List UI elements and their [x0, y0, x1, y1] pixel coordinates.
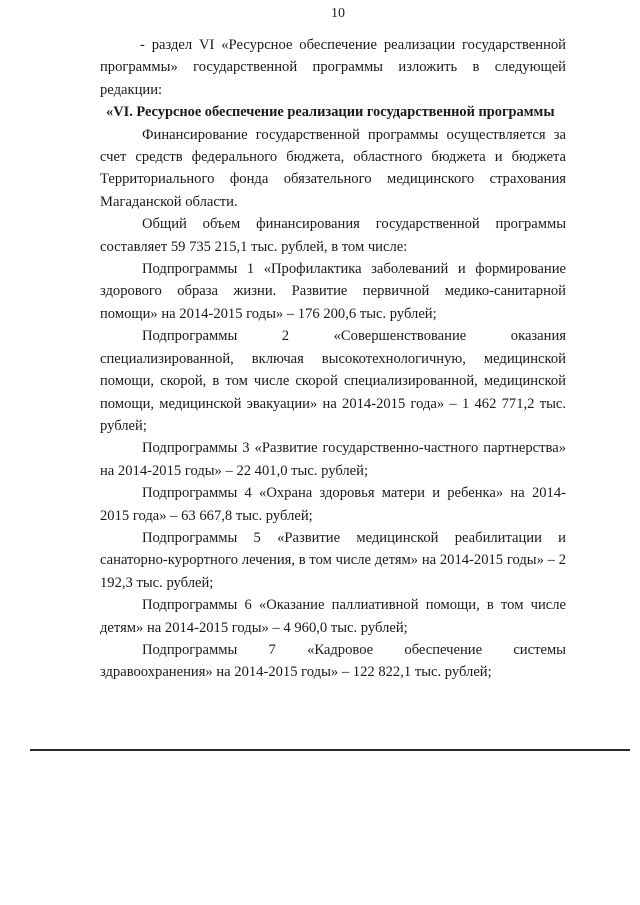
subprogram-4-paragraph: Подпрограммы 4 «Охрана здоровья матери и ребенка» на 2014-2015 года» – 63 667,8 тыс. рублей; — [100, 485, 566, 524]
subprogram-3-paragraph: Подпрограммы 3 «Развитие государственно-частного партнерства» на 2014-2015 годы» – 22 401,0 тыс. рублей; — [100, 440, 566, 479]
intro-paragraph: - раздел VI «Ресурсное обеспечение реализации государственной программы» государственной программы изложить в следующей редакции: — [100, 37, 566, 98]
page-divider-line — [30, 749, 630, 751]
subprogram-1-paragraph: Подпрограммы 1 «Профилактика заболеваний и формирование здорового образа жизни. Развитие первичной медико-санитарной помощи» на 2014-2015 годы» – 176 200,6 тыс. рублей; — [100, 261, 566, 322]
financing-paragraph: Финансирование государственной программы осуществляется за счет средств федерального бюджета, областного бюджета и бюджета Территориального фонда обязательного медицинского страхования Магаданской области. — [100, 126, 566, 210]
section-heading: «VI. Ресурсное обеспечение реализации государственной программы — [106, 104, 555, 121]
subprogram-6-paragraph: Подпрограммы 6 «Оказание паллиативной помощи, в том числе детям» на 2014-2015 годы» – 4 960,0 тыс. рублей; — [100, 597, 566, 636]
total-volume-paragraph: Общий объем финансирования государственной программы составляет 59 735 215,1 тыс. рублей, в том числе: — [100, 216, 566, 255]
subprogram-2-paragraph: Подпрограммы 2 «Совершенствование оказания специализированной, включая высокотехнологичную, медицинской помощи, скорой, в том числе скорой специализированной, медицинской помощи, медицинской эвакуации» на 2014-2015 года» – 1 462 771,2 тыс. рублей; — [100, 328, 566, 434]
page-number: 10 — [331, 6, 345, 21]
subprogram-5-paragraph: Подпрограммы 5 «Развитие медицинской реабилитации и санаторно-курортного лечения, в том числе детям» на 2014-2015 годы» – 2 192,3 тыс. рублей; — [100, 529, 566, 591]
subprogram-7-paragraph: Подпрограммы 7 «Кадровое обеспечение системы здравоохранения» на 2014-2015 годы» – 122 822,1 тыс. рублей; — [100, 641, 566, 681]
document-body — [100, 34, 566, 684]
